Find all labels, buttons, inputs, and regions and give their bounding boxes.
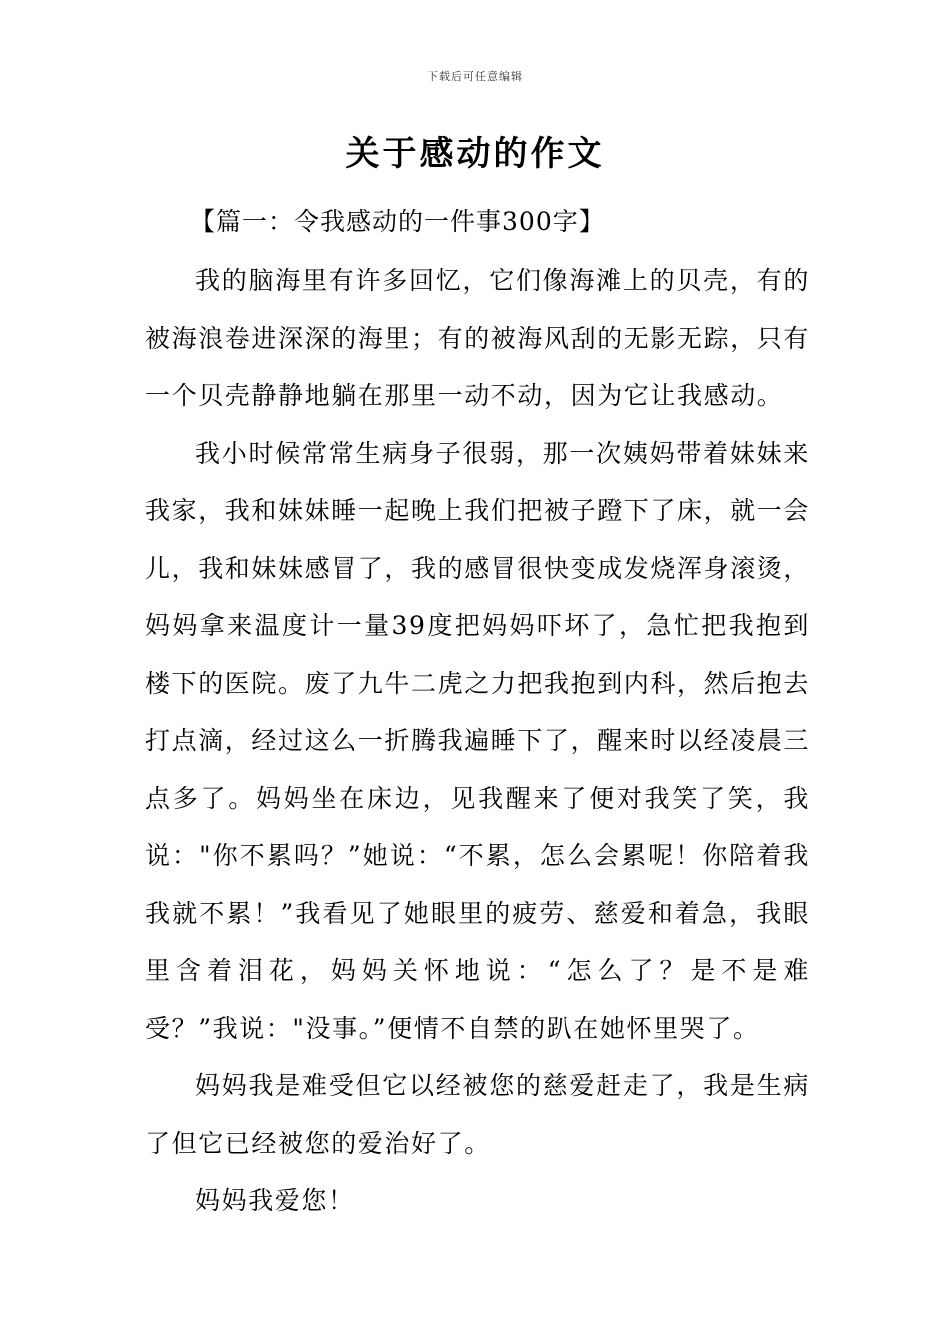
paragraph-2: 我小时候常常生病身子很弱，那一次姨妈带着妹妹来我家，我和妹妹睡一起晚上我们把被子蹬下了床，就一会儿，我和妹妹感冒了，我的感冒很快变成发烧浑身滚烫，妈妈拿来温度计一量39度把妈妈吓坏了，急忙把我抱到楼下的医院。废了九牛二虎之力把我抱到内科，然后抱去打点滴，经过这么一折腾我遍睡下了，醒来时以经凌晨三点多了。妈妈坐在床边，见我醒来了便对我笑了笑，我说："你不累吗？”她说：“不累，怎么会累呢！你陪着我我就不累！”我看见了她眼里的疲劳、慈爱和着急，我眼里含着泪花，妈妈关怀地说：“怎么了？是不是难受？”我说："没事。”便情不自禁的趴在她怀里哭了。	[145, 438, 811, 1043]
paragraph-4: 妈妈我爱您！	[195, 1186, 355, 1215]
document-title: 关于感动的作文	[345, 134, 605, 174]
body-text	[145, 252, 810, 1230]
paragraph-1: 我的脑海里有许多回忆，它们像海滩上的贝壳，有的被海浪卷进深深的海里；有的被海风刮的无影无踪，只有一个贝壳静静地躺在那里一动不动，因为它让我感动。	[145, 266, 811, 410]
paragraph-3: 妈妈我是难受但它以经被您的慈爱赶走了，我是生病了但它已经被您的爱治好了。	[145, 1071, 810, 1158]
section-heading: 【篇一：令我感动的一件事300字】	[190, 207, 605, 236]
header-note: 下载后可任意编辑	[427, 70, 523, 83]
